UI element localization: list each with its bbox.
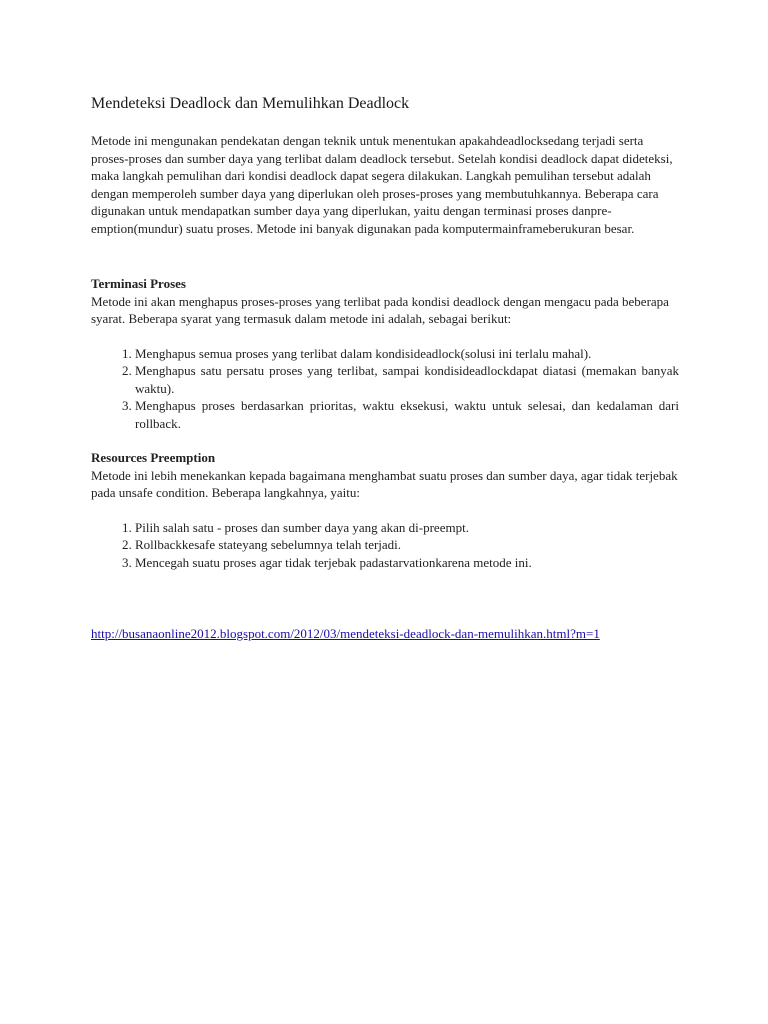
intro-paragraph: Metode ini mengunakan pendekatan dengan teknik untuk menentukan apakahdeadlocksedang terjadi serta proses-proses dan sumber daya yang terlibat dalam deadlock tersebut. Setelah kondisi deadlock dapat dideteksi, maka langkah pemulihan dari kondisi deadlock dapat segera dilakukan. Langkah pemulihan tersebut adalah dengan memperoleh sumber daya yang diperlukan oleh proses-proses yang membutuhkannya. Beberapa cara digunakan untuk mendapatkan sumber daya yang diperlukan, yaitu dengan terminasi proses danpre-emption(mundur) suatu proses. Metode ini banyak digunakan pada komputermainframeberukuran besar. <box>91 133 673 236</box>
list-item: 3. Menghapus proses berdasarkan prioritas, waktu eksekusi, waktu untuk selesai, dan kedalaman dari rollback. <box>135 397 679 432</box>
numbered-list <box>91 345 679 433</box>
section-terminasi-proses <box>91 275 679 432</box>
source-link[interactable]: http://busanaonline2012.blogspot.com/2012/03/mendeteksi-deadlock-dan-memulihkan.html?m=1 <box>91 626 600 641</box>
list-item: 2. Menghapus satu persatu proses yang terlibat, sampai kondisideadlockdapat diatasi (memakan banyak waktu). <box>135 362 679 397</box>
list-item: 1. Pilih salah satu - proses dan sumber daya yang akan di-preempt. <box>135 519 679 537</box>
document-title: Mendeteksi Deadlock dan Memulihkan Deadlock <box>91 95 410 112</box>
section-paragraph: Metode ini akan menghapus proses-proses yang terlibat pada kondisi deadlock dengan mengacu pada beberapa syarat. Beberapa syarat yang termasuk dalam metode ini adalah, sebagai berikut: <box>91 293 669 326</box>
list-item: 3. Mencegah suatu proses agar tidak terjebak padastarvationkarena metode ini. <box>135 554 679 572</box>
document-content <box>91 94 679 643</box>
section-paragraph: Metode ini lebih menekankan kepada bagaimana menghambat suatu proses dan sumber daya, agar tidak terjebak pada unsafe condition. Beberapa langkahnya, yaitu: <box>91 467 678 500</box>
list-item: 1. Menghapus semua proses yang terlibat dalam kondisideadlock(solusi ini terlalu mahal). <box>135 345 679 363</box>
numbered-list <box>91 519 679 572</box>
list-item: 2. Rollbackkesafe stateyang sebelumnya telah terjadi. <box>135 536 679 554</box>
section-heading: Terminasi Proses <box>91 276 186 291</box>
section-heading: Resources Preemption <box>91 450 216 465</box>
section-resources-preemption <box>91 449 679 571</box>
